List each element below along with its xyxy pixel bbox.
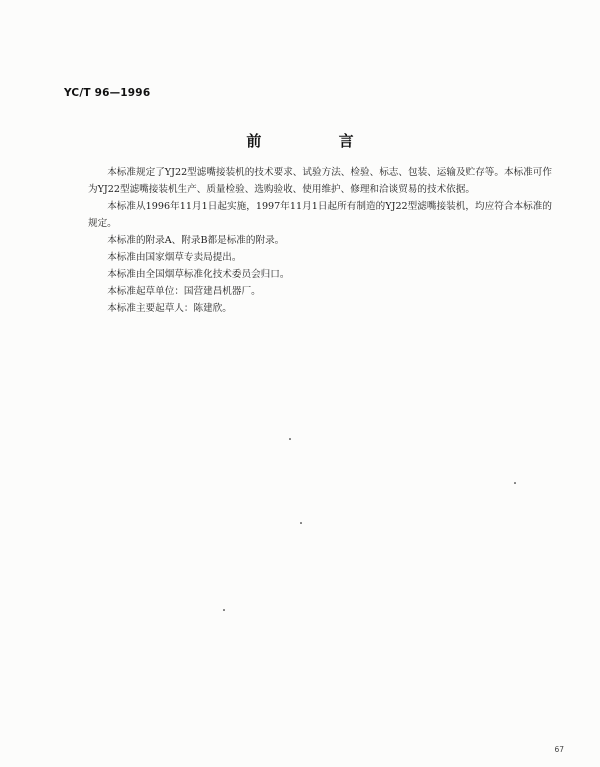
scan-speck — [289, 438, 291, 440]
scan-speck — [514, 482, 516, 484]
paragraph-administrator: 本标准由全国烟草标准化技术委员会归口。 — [107, 269, 290, 280]
standard-code: YC/T 96—1996 — [64, 87, 151, 99]
page-title: 前 言 — [246, 132, 390, 150]
scan-speck — [223, 609, 225, 611]
paragraph-proposer: 本标准由国家烟草专卖局提出。 — [107, 252, 242, 263]
paragraph-drafting-unit: 本标准起草单位：国营建昌机器厂。 — [107, 286, 261, 297]
paragraph-scope: 本标准规定了YJ22型滤嘴接装机的技术要求、试验方法、检验、标志、包装、运输及贮存等。本标准可作为YJ22型滤嘴接装机生产、质量检验、选购验收、使用维护、修理和洽谈贸易的技术依据。 — [88, 167, 552, 195]
paragraph-drafter: 本标准主要起草人：陈建欣。 — [107, 303, 232, 314]
paragraph-appendices: 本标准的附录A、附录B都是标准的附录。 — [107, 235, 285, 246]
page-number: 67 — [554, 745, 564, 754]
scan-speck — [300, 522, 302, 524]
foreword-body — [88, 164, 552, 317]
paragraph-effective-date: 本标准从1996年11月1日起实施，1997年11月1日起所有制造的YJ22型滤嘴接装机，均应符合本标准的规定。 — [88, 201, 552, 229]
